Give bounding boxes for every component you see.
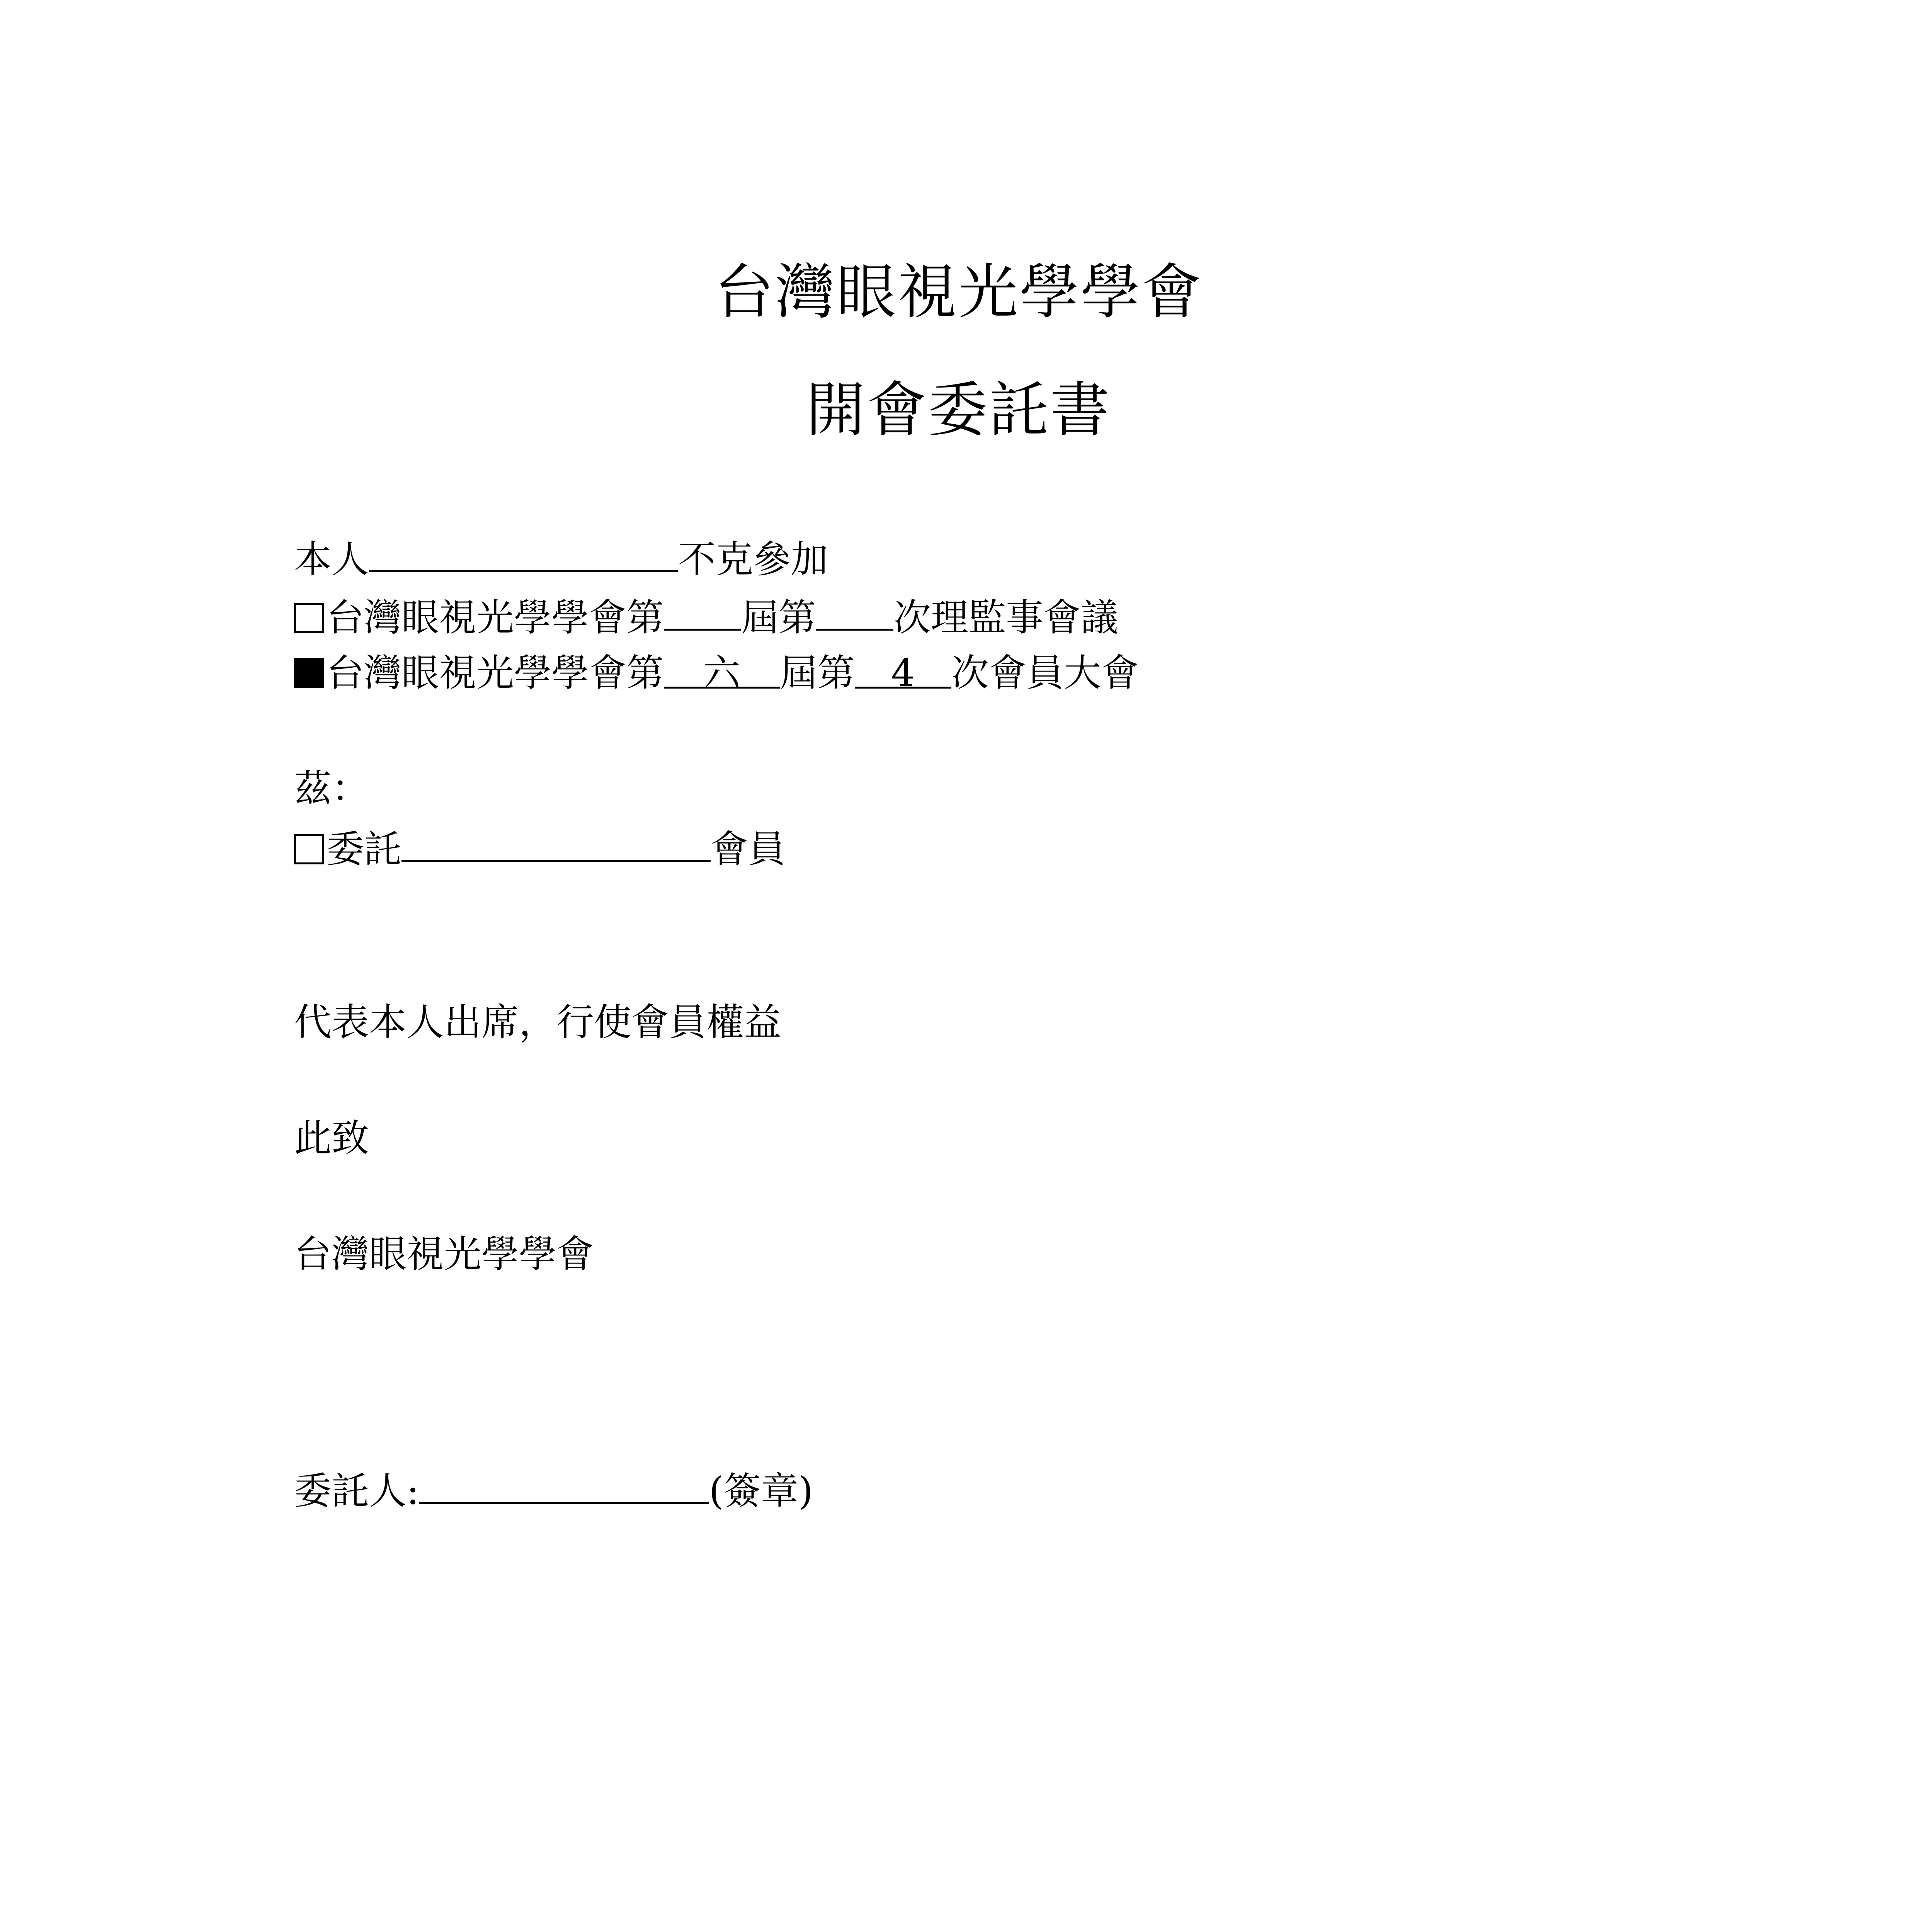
delegate-line [294,827,786,871]
hereby-label: 茲： [294,767,369,810]
board-session-blank[interactable] [816,596,893,631]
board-meeting-text-c: 次理監事會議 [893,596,1118,640]
general-assembly-text-a: 台灣眼視光學學會第 [327,651,664,695]
member-name-blank[interactable] [369,538,678,572]
board-meeting-checkbox[interactable] [294,603,324,633]
board-term-blank[interactable] [664,596,741,631]
absence-statement [294,537,828,582]
page-title: 台灣眼視光學學會 [714,258,1203,327]
assembly-session-field[interactable]: 4 [855,654,951,689]
signature-blank[interactable] [419,1469,709,1504]
represent-statement: 代表本人出席，行使會員權益 [294,1000,781,1044]
general-assembly-checkbox[interactable] [294,658,324,688]
delegate-checkbox[interactable] [294,834,324,864]
general-assembly-text-b: 屆第 [780,651,855,695]
form-subtitle: 開會委託書 [806,376,1111,445]
absence-suffix: 不克參加 [678,537,828,582]
signer-prefix: 委託人: [294,1469,419,1513]
board-meeting-option [294,596,1118,640]
signer-line [294,1469,813,1513]
delegate-suffix: 會員 [711,827,786,871]
general-assembly-text-c: 次會員大會 [951,651,1139,695]
signer-suffix: (簽章) [709,1469,813,1513]
delegate-name-blank[interactable] [401,828,711,862]
general-assembly-option [294,651,1139,695]
recipient-name: 台灣眼視光學學會 [294,1232,594,1276]
closing-address: 此致 [294,1116,369,1160]
assembly-term-field[interactable]: 六 [664,654,780,689]
absence-prefix: 本人 [294,537,369,582]
board-meeting-text-a: 台灣眼視光學學會第 [327,596,664,640]
delegate-prefix: 委託 [327,827,401,871]
board-meeting-text-b: 屆第 [741,596,816,640]
